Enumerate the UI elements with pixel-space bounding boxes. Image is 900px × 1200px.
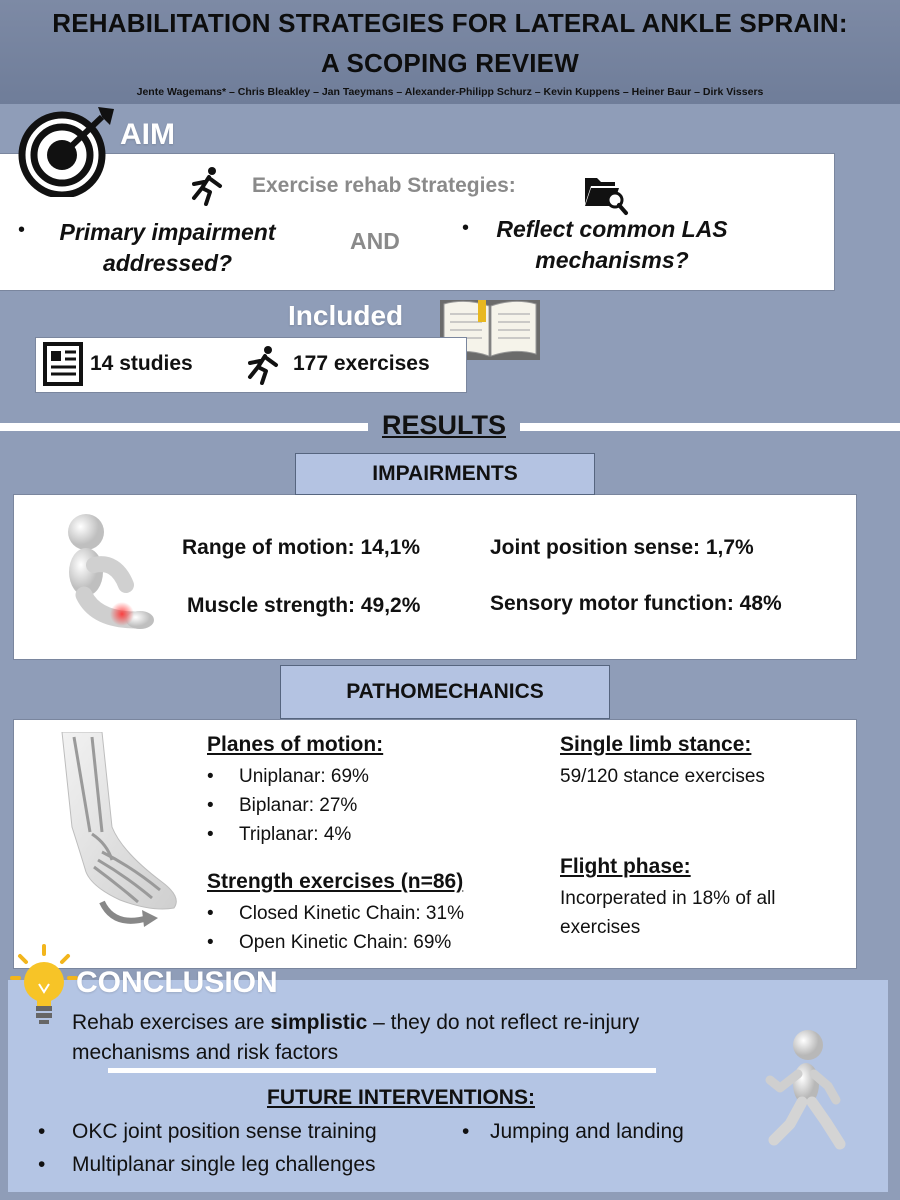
- runner-icon: [190, 166, 226, 206]
- title-line2: A SCOPING REVIEW: [321, 48, 579, 78]
- sensory-motor-function: Sensory motor function: 48%: [490, 592, 782, 615]
- muscle-strength: Muscle strength: 49,2%: [187, 594, 421, 617]
- flight-text: [560, 884, 775, 942]
- aim-left-line2: addressed?: [102, 250, 233, 276]
- aim-heading: AIM: [120, 118, 175, 151]
- authors: Jente Wagemans* – Chris Bleakley – Jan Taeymans – Alexander-Philipp Schurz – Kevin Kuppens – Heiner Baur – Dirk Vissers: [136, 86, 764, 98]
- single-limb-text: 59/120 stance exercises: [560, 766, 765, 787]
- runner-icon: [246, 345, 282, 385]
- foot-anatomy-image: [42, 732, 187, 932]
- future-bullet: •: [38, 1120, 46, 1143]
- future-item: Jumping and landing: [490, 1120, 684, 1143]
- impairments-tab: IMPAIRMENTS: [295, 453, 595, 495]
- document-icon: [43, 342, 83, 386]
- aim-left-bullet: •: [18, 219, 26, 241]
- title-line1: REHABILITATION STRATEGIES FOR LATERAL ANKLE SPRAIN:: [52, 8, 848, 38]
- future-item: Multiplanar single leg challenges: [72, 1153, 376, 1176]
- planes-list: [207, 762, 369, 849]
- figure-ankle-pain-image: [56, 510, 156, 635]
- pathomechanics-tab: PATHOMECHANICS: [280, 665, 610, 719]
- aim-right-question: [487, 214, 737, 276]
- conclusion-text-pre: Rehab exercises are: [72, 1011, 271, 1034]
- planes-item: • Triplanar: 4%: [207, 820, 369, 849]
- aim-and: AND: [350, 228, 400, 254]
- conclusion-divider: [108, 1068, 656, 1073]
- aim-left-question: [45, 217, 290, 279]
- planes-heading: Planes of motion:: [207, 733, 384, 756]
- studies-count: 14 studies: [90, 352, 193, 375]
- flight-line1: Incorperated in 18% of all: [560, 888, 776, 909]
- aim-right-line2: mechanisms?: [535, 247, 689, 273]
- conclusion-line2: mechanisms and risk factors: [72, 1041, 339, 1064]
- future-heading: FUTURE INTERVENTIONS:: [267, 1086, 535, 1109]
- strength-heading: Strength exercises (n=86): [207, 870, 464, 893]
- single-limb-heading: Single limb stance:: [560, 733, 752, 756]
- range-of-motion: Range of motion: 14,1%: [182, 536, 421, 559]
- conclusion-text: [72, 1008, 639, 1068]
- running-figure-image: [762, 1028, 854, 1153]
- aim-left-line1: Primary impairment: [59, 219, 276, 245]
- conclusion-text-post: – they do not reflect re-injury: [367, 1011, 640, 1034]
- flight-heading: Flight phase:: [560, 855, 691, 878]
- joint-position-sense: Joint position sense: 1,7%: [490, 536, 754, 559]
- future-item: OKC joint position sense training: [72, 1120, 377, 1143]
- planes-item: • Biplanar: 27%: [207, 791, 369, 820]
- aim-subheading: Exercise rehab Strategies:: [252, 174, 516, 197]
- target-icon: [18, 105, 118, 197]
- strength-item: • Open Kinetic Chain: 69%: [207, 928, 464, 957]
- results-heading: RESULTS: [382, 410, 507, 440]
- flight-line2: exercises: [560, 917, 641, 938]
- aim-right-bullet: •: [462, 217, 470, 239]
- future-bullet: •: [38, 1153, 46, 1176]
- future-bullet: •: [462, 1120, 470, 1143]
- included-heading: Included: [288, 300, 404, 331]
- exercises-count: 177 exercises: [293, 352, 430, 375]
- strength-list: [207, 899, 464, 957]
- conclusion-heading: CONCLUSION: [76, 966, 278, 999]
- strength-item: • Closed Kinetic Chain: 31%: [207, 899, 464, 928]
- results-rule-left: [0, 423, 368, 431]
- folder-search-icon: [583, 172, 629, 216]
- conclusion-line1: [72, 1008, 639, 1038]
- conclusion-text-bold: simplistic: [270, 1011, 368, 1034]
- aim-right-line1: Reflect common LAS: [496, 216, 728, 242]
- planes-item: • Uniplanar: 69%: [207, 762, 369, 791]
- results-rule-right: [520, 423, 900, 431]
- lightbulb-icon: [8, 944, 80, 1026]
